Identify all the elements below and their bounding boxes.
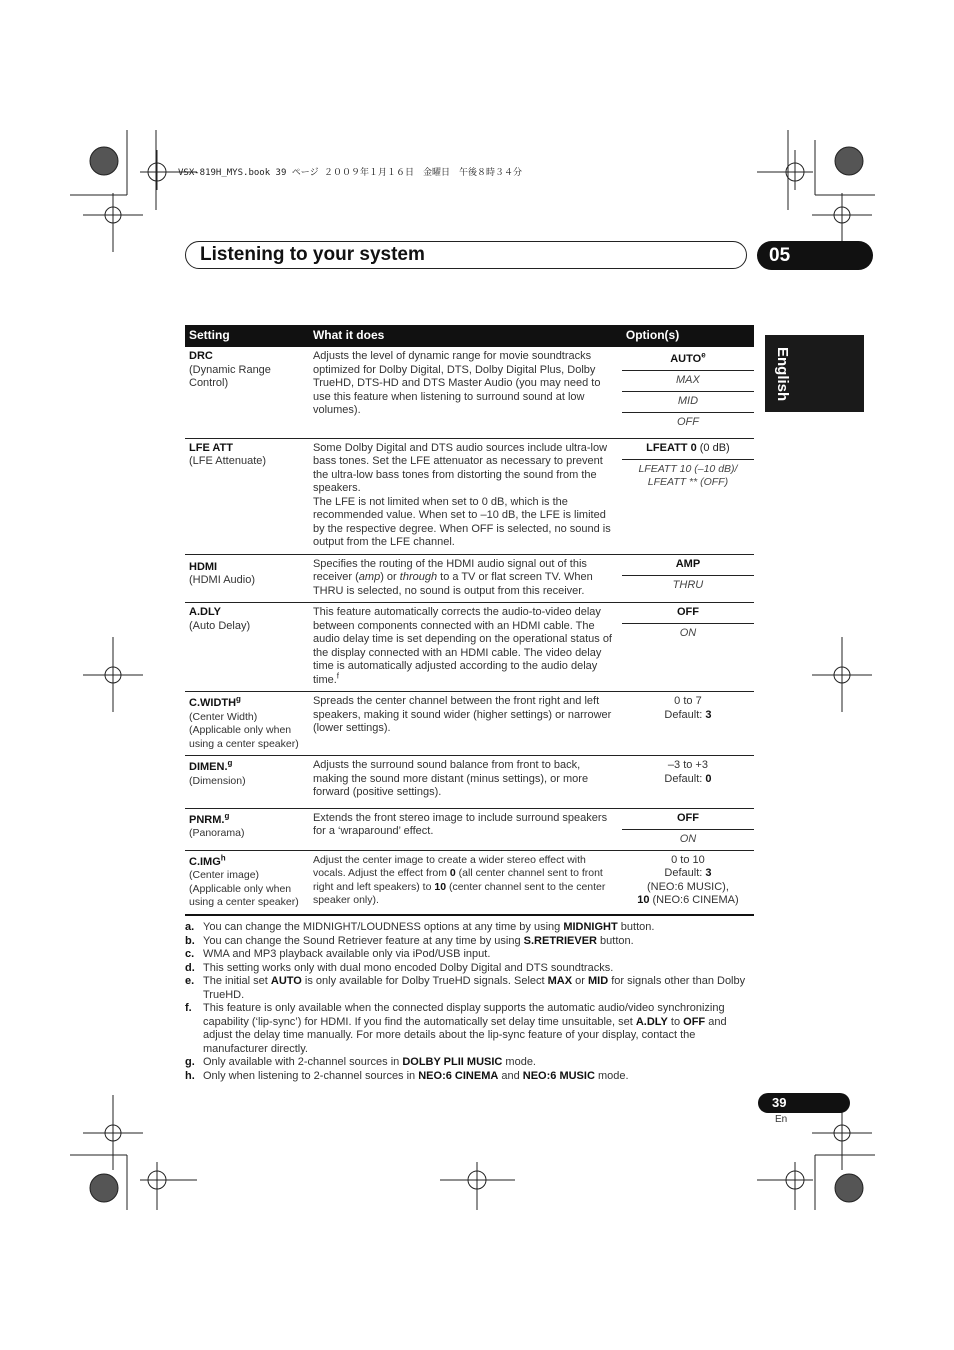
setting-description: Spreads the center channel between the front right and left speakers, making it sound wider (higher settings) or narrower (lower settings). [309,692,622,756]
option-value: MAX [622,371,754,392]
setting-name: DRC [189,350,213,362]
table-row [185,692,754,756]
setting-description: Adjust the center image to create a wider stereo effect with vocals. Adjust the effect from 0 (all center channel sent to front right and left speakers) to 10 (center channel sent to the center speaker only). [309,850,622,915]
table-row [185,603,754,692]
setting-desc: (Panorama) [189,827,245,839]
setting-name: A.DLY [189,606,221,618]
option-value: OFF [622,603,754,624]
setting-description: Adjusts the surround sound balance from front to back, making the sound more distant (minus settings), or more forward (positive settings). [309,756,622,809]
table-row [185,756,754,809]
setting-note: (Applicable only when using a center speaker) [189,882,299,908]
option-value: MID [622,392,754,413]
setting-description: This feature automatically corrects the audio-to-video delay between components connected with an HDMI cable. The audio delay time is set depending on the operational status of the display connected with an HDMI cable. The video delay time is automatically adjusted according to the audio delay time.$^f$ [309,603,622,692]
setting-description: Specifies the routing of the HDMI audio signal out of this receiver (amp) or through to a TV or flat screen TV. When THRU is selected, no sound is output from this receiver. [309,554,622,603]
language-tab [765,335,864,412]
language-tab-label: English [774,347,791,402]
setting-desc: (HDMI Audio) [189,574,256,586]
option-value: OFF [622,809,754,830]
settings-table [185,325,754,916]
table-row [185,347,754,438]
setting-desc: (Center Width) [189,710,258,723]
setting-name: C.IMG$^h$ [189,852,226,868]
option-value: ON [679,832,697,845]
footnote: g. Only available with 2-channel sources in DOLBY PLII MUSIC mode. [185,1056,536,1068]
print-header: VSX-819H_MYS.book 39 ページ ２００９年１月１６日 金曜日 午後８時３４分 [178,168,523,178]
option-value: AMP [622,555,754,576]
setting-name: LFE ATT [189,441,233,454]
footnote: f. This feature is only available when the connected display supports the automatic audio/video synchronizing capability (‘lip-sync’) for HDMI. If you find the automatically set delay time unsuitable, set A.DLY to OFF and adjust the delay time manually. For more details about the lip-sync feature of your display, contact the manufacturer directly. [185,1002,727,1055]
footnote: b. You can change the Sound Retriever feature at any time by using S.RETRIEVER button. [185,934,634,947]
setting-desc: (Auto Delay) [189,619,251,632]
option-value: LFEATT 10 (–10 dB)/ LFEATT ** (OFF) [638,462,738,488]
footnotes [185,921,757,1083]
table-row [185,554,754,603]
setting-name: PNRM.$^g$ [189,810,230,826]
page-number: 39 [772,1095,787,1110]
option-value: ON [679,627,697,639]
setting-description: Some Dolby Digital and DTS audio sources include ultra-low bass tones. Set the LFE attenuator as necessary to prevent the ultra-low bass tones from distorting the sound from the speakers. [312,441,608,494]
header-options: Option(s) [622,325,754,347]
footnote: d. This setting works only with dual mono encoded Dolby Digital and DTS soundtracks. [185,961,614,974]
setting-description: Extends the front stereo image to include surround speakers for a ‘wraparound’ effect. [309,808,622,850]
footnote: a. You can change the MIDNIGHT/LOUDNESS options at any time by using MIDNIGHT button. [185,921,655,933]
option-value: 0 to 10 Default: 3 (NEO:6 MUSIC), 10 (NEO:6 CINEMA) [637,853,739,906]
header-what: What it does [309,325,622,347]
footnote: c. WMA and MP3 playback available only via iPod/USB input. [185,948,491,960]
setting-desc: (Dynamic Range Control) [189,363,271,389]
option-value: THRU [672,578,704,591]
footnote: h. Only when listening to 2-channel sources in NEO:6 CINEMA and NEO:6 MUSIC mode. [185,1069,629,1082]
footnote: e. The initial set AUTO is only available for Dolby TrueHD signals. Select MAX or MID for signals other than Dolby TrueHD. [185,975,746,1001]
setting-note: (Applicable only when using a center speaker) [189,724,299,750]
setting-desc: (Dimension) [189,774,246,787]
option-value: AUTO$^e$ [622,347,754,371]
header-setting: Setting [185,325,309,347]
option-value: 0 to 7 Default: 3 [664,695,712,721]
setting-desc: (LFE Attenuate) [189,455,267,467]
setting-description: Adjusts the level of dynamic range for movie soundtracks optimized for Dolby Digital, DTS, Dolby Digital Plus, Dolby TrueHD, DTS-HD and DTS Master Audio (you may need to use this feature when listening to surround sound at low volumes). [309,347,622,438]
table-row [185,850,754,915]
option-value: OFF [676,416,699,428]
setting-name: HDMI [189,560,218,573]
table-row [185,808,754,850]
setting-name: DIMEN.$^g$ [189,758,233,773]
chapter-number: 05 [769,245,791,266]
page-language: En [775,1114,788,1125]
setting-name: C.WIDTH$^g$ [189,694,241,709]
option-value: LFEATT 0 (0 dB) [622,439,754,460]
setting-desc: (Center image) [189,869,260,881]
option-value: –3 to +3 Default: 0 [664,759,712,785]
table-row [185,438,754,554]
section-title: Listening to your system [200,244,425,265]
setting-description: The LFE is not limited when set to 0 dB, which is the recommended value. When set to –10 dB, the LFE is limited by the respective degree. When OFF is selected, no sound is output from the LFE channel. [312,495,611,548]
